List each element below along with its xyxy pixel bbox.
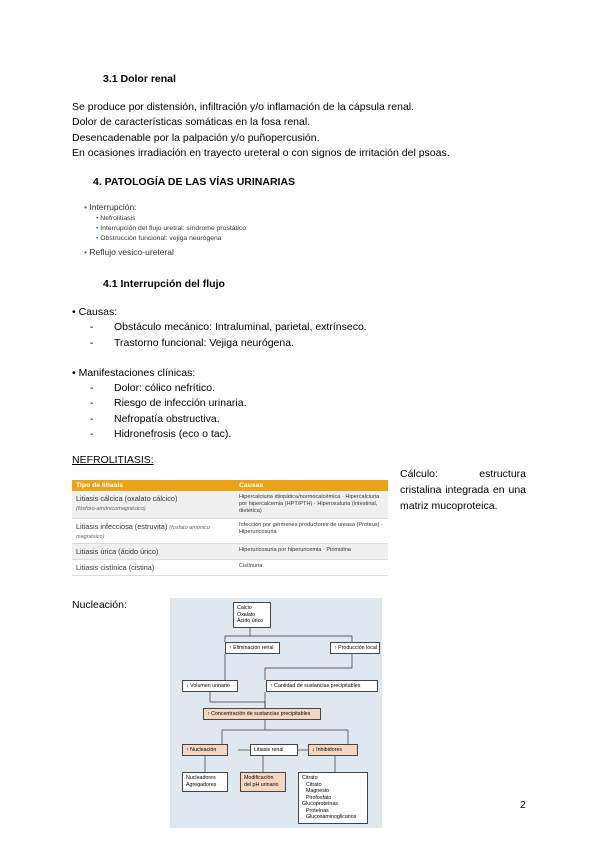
nefrolitiasis-heading: NEFROLITIASIS: xyxy=(72,454,154,466)
nucleacion-label: Nucleación: xyxy=(72,599,127,611)
page-number: 2 xyxy=(520,799,526,811)
list-subitem: Interrupción del flujo uretral: síndrome prostático xyxy=(100,224,247,232)
paragraph-line: Dolor de características somáticas en la fosa renal. xyxy=(72,116,311,129)
table-row xyxy=(72,519,388,544)
bullet-icon: • xyxy=(96,224,99,232)
section-3-1-body xyxy=(72,100,532,161)
section-4-1-body: • Causas: - Obstáculo mecánico: Intraluminal, parietal, extrínseco. - Trastorno funcional: Vejiga neurógena. • Manifestaciones clínicas: - Dolor: cólico nefrítico. - Riesgo de infección urinaria. - Nefropatía obstructiva. - Hidronefrosis (eco o tac). xyxy=(72,305,532,442)
paragraph-line: En ocasiones irradiación en trayecto ureteral o con signos de irritación del psoas. xyxy=(72,146,450,159)
section-4-list xyxy=(84,201,246,258)
calculo-definition: Cálculo: estructura cristalina integrada en una matriz mucoproteica. xyxy=(400,468,526,512)
volumen-box: ↓ Volumen urinario xyxy=(182,680,238,692)
table-row xyxy=(72,491,388,519)
litiasis-causes: Cistinuria xyxy=(235,560,388,576)
list-subitem: Nefrolitiasis xyxy=(100,214,136,222)
inhibidores-box: ↓ Inhibidores xyxy=(308,744,358,756)
list-item: Reflujo vesico-ureteral xyxy=(89,246,174,257)
causa-item: Obstáculo mecánico: Intraluminal, parietal, extrínseco. xyxy=(114,321,367,334)
table-row xyxy=(72,560,388,576)
section-4-1-title: 4.1 Interrupción del flujo xyxy=(103,278,225,290)
section-4-title: 4. PATOLOGÍA DE LAS VÍAS URINARIAS xyxy=(93,176,296,188)
concentracion-box: ↑ Concentración de sustancias precipitables xyxy=(203,708,321,720)
litiasis-type: Litiasis infecciosa (estruvita) xyxy=(76,522,168,531)
bullet-icon: • xyxy=(96,234,99,242)
bullet-icon: • xyxy=(84,202,87,212)
litiasis-type: Litiasis úrica (ácido úrico) xyxy=(76,547,159,556)
list-subitem: Obstrucción funcional: vejiga neurógena xyxy=(100,234,222,242)
causas-label: • Causas: xyxy=(72,306,118,318)
produccion-box: ↑ Producción local xyxy=(330,642,380,654)
substances-box: Calcio Oxalato Ácido úrico xyxy=(233,602,271,628)
paragraph-line: Se produce por distensión, infiltración y/o inflamación de la cápsula renal. xyxy=(72,101,415,113)
manif-item: Nefropatía obstructiva. xyxy=(114,412,220,425)
section-3-1-title: 3.1 Dolor renal xyxy=(103,73,176,85)
nucleacion-box: ↑ Nucleación xyxy=(182,744,228,756)
litiasis-type: Litiasis cálcica (oxalato cálcico) xyxy=(76,494,178,503)
litiasis-type: Litiasis cistínica (cistina) xyxy=(76,563,155,572)
litiasis-renal-box: Litiasis renal xyxy=(250,744,298,756)
manif-item: Riesgo de infección urinaria. xyxy=(114,397,247,410)
manifestaciones-label: • Manifestaciones clínicas: xyxy=(72,366,196,379)
inhibitors-list-box: Citrato Citrato Magnesio Pirofosfato Glucoproteínas Proteínas Glucosaminoglicanos xyxy=(298,772,368,824)
cantidad-box: ↑ Cantidad de sustancias precipitables xyxy=(266,680,378,692)
bullet-icon: • xyxy=(84,246,87,257)
nucleadores-box: Nucleadores Agregadores xyxy=(182,772,228,792)
table-header: Tipo de litiasis xyxy=(72,480,235,491)
bullet-icon: • xyxy=(96,214,99,222)
litiasis-subtype: (fosfato amónico magnésico) xyxy=(76,525,210,540)
list-item: Interrupción: xyxy=(89,202,137,212)
manif-item: Dolor: cólico nefrítico. xyxy=(114,382,215,395)
litiasis-causes: Infección por gérmenes productores de ureasa (Proteus) · Hiperuricosuria xyxy=(235,519,388,544)
litiasis-causes: Hipercalciuria idiopática/normocalcémica · Hipercalciuria por hipercalcemia (HPT/PTH) · Hiperoxaluria (intestinal, dietética) xyxy=(235,491,388,519)
litiasis-table xyxy=(72,480,388,576)
litiasis-causes: Hiperuricosuria por hiperuricemia · Pirimidina xyxy=(235,544,388,560)
nucleacion-diagram xyxy=(170,598,382,828)
table-header: Causas xyxy=(235,480,388,491)
extra-box xyxy=(375,642,381,646)
eliminacion-box: ↑ Eliminación renal xyxy=(225,642,280,654)
causa-item: Trastorno funcional: Vejiga neurógena. xyxy=(114,336,294,349)
manif-item: Hidronefrosis (eco o tac). xyxy=(114,428,232,441)
paragraph-line: Desencadenable por la palpación y/o puñopercusión. xyxy=(72,131,320,144)
ph-box: Modificación del pH urinario xyxy=(240,772,286,792)
litiasis-subtype: (fósforo-amónicomagnésico) xyxy=(76,506,146,512)
table-row xyxy=(72,544,388,560)
